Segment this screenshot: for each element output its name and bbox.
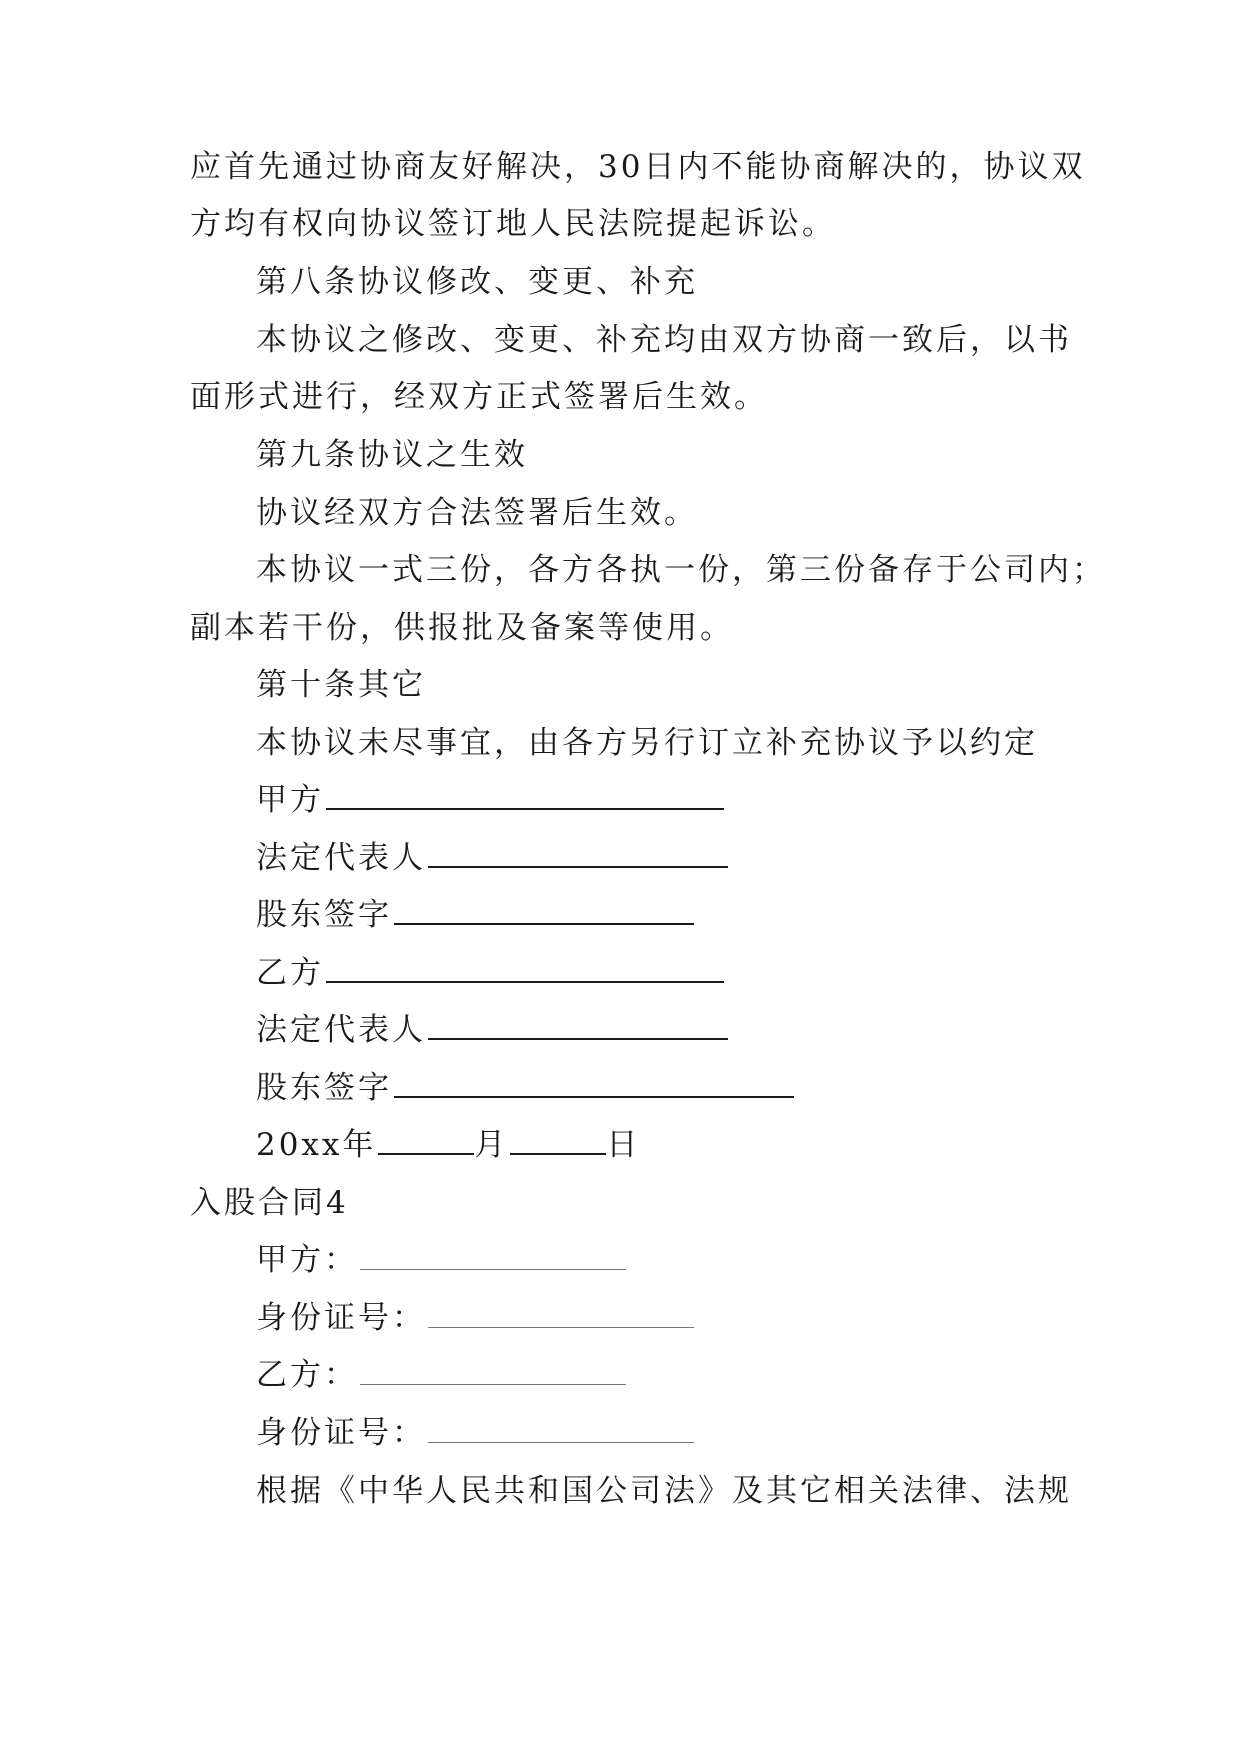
legal-rep-b-blank[interactable] <box>428 1012 728 1040</box>
party-b-blank[interactable] <box>326 955 724 983</box>
shareholder-sign-a-label: 股东签字 <box>256 897 392 933</box>
shareholder-sign-a-line <box>0 895 1241 935</box>
article-9-heading: 第九条协议之生效 <box>256 437 528 473</box>
legal-rep-a-label: 法定代表人 <box>256 840 426 876</box>
shareholder-sign-a-blank[interactable] <box>394 897 694 925</box>
paragraph-line: 副本若干份，供报批及备案等使用。 <box>190 610 734 646</box>
party-a-blank[interactable] <box>326 782 724 810</box>
date-line <box>0 1125 1241 1165</box>
paragraph-line: 面形式进行，经双方正式签署后生效。 <box>190 379 768 415</box>
date-year-label: 20xx年 <box>256 1127 377 1163</box>
c4-party-b-label: 乙方： <box>256 1357 358 1393</box>
shareholder-sign-b-blank[interactable] <box>394 1070 794 1098</box>
c4-party-a-line <box>0 1240 1241 1280</box>
date-day-label: 日 <box>606 1127 641 1163</box>
paragraph-line: 应首先通过协商友好解决，30日内不能协商解决的，协议双 <box>190 149 1086 185</box>
date-month-label: 月 <box>474 1127 509 1163</box>
party-a-label: 甲方 <box>256 782 324 818</box>
paragraph-line: 协议经双方合法签署后生效。 <box>256 495 698 531</box>
paragraph-line: 本协议未尽事宜，由各方另行订立补充协议予以约定 <box>256 725 1038 761</box>
contract-4-title: 入股合同4 <box>190 1185 349 1221</box>
shareholder-sign-b-label: 股东签字 <box>256 1070 392 1106</box>
party-b-label: 乙方 <box>256 955 324 991</box>
paragraph-line: 根据《中华人民共和国公司法》及其它相关法律、法规 <box>256 1473 1072 1509</box>
article-8-heading: 第八条协议修改、变更、补充 <box>256 264 698 300</box>
legal-rep-a-line <box>0 838 1241 878</box>
c4-party-a-blank[interactable] <box>360 1243 626 1270</box>
c4-id-a-label: 身份证号： <box>256 1300 426 1336</box>
legal-rep-a-blank[interactable] <box>428 840 728 868</box>
article-10-heading: 第十条其它 <box>256 667 426 703</box>
c4-party-b-blank[interactable] <box>360 1358 626 1385</box>
shareholder-sign-b-line <box>0 1068 1241 1108</box>
c4-id-b-label: 身份证号： <box>256 1415 426 1451</box>
c4-id-a-blank[interactable] <box>428 1301 694 1328</box>
paragraph-line: 本协议之修改、变更、补充均由双方协商一致后，以书 <box>256 322 1072 358</box>
party-a-line <box>0 780 1241 820</box>
paragraph-line: 本协议一式三份，各方各执一份，第三份备存于公司内； <box>256 552 1106 588</box>
c4-id-a-line <box>0 1298 1241 1338</box>
legal-rep-b-label: 法定代表人 <box>256 1012 426 1048</box>
legal-rep-b-line <box>0 1010 1241 1050</box>
c4-id-b-blank[interactable] <box>428 1416 694 1443</box>
paragraph-line: 方均有权向协议签订地人民法院提起诉讼。 <box>190 206 836 242</box>
c4-id-b-line <box>0 1413 1241 1453</box>
c4-party-a-label: 甲方： <box>256 1242 358 1278</box>
date-day-blank[interactable] <box>510 1127 606 1155</box>
party-b-line <box>0 953 1241 993</box>
date-month-blank[interactable] <box>378 1127 474 1155</box>
c4-party-b-line <box>0 1355 1241 1395</box>
